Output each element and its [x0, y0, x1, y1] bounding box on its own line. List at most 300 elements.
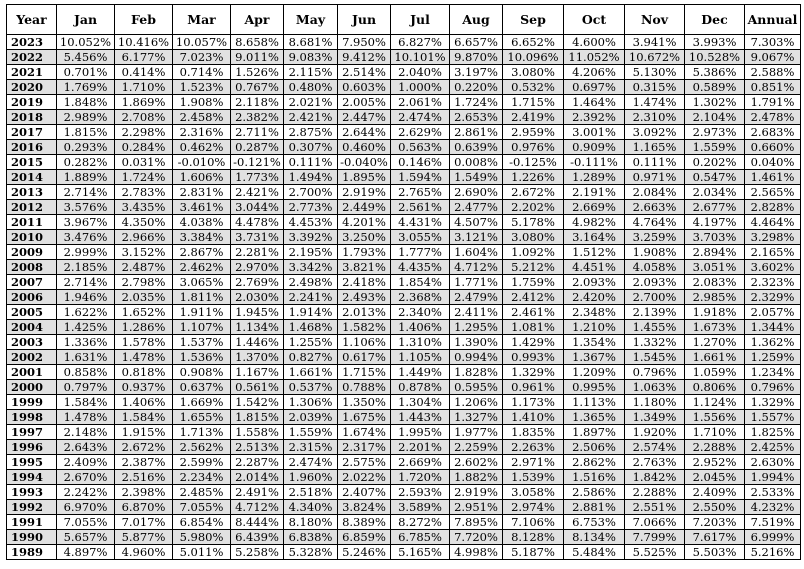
rate-cell: 0.146% — [391, 155, 450, 170]
rate-cell: 2.518% — [284, 485, 338, 500]
rate-cell: 3.589% — [391, 500, 450, 515]
rate-cell: 2.014% — [231, 470, 284, 485]
rate-cell: 2.398% — [115, 485, 173, 500]
rate-cell: 9.067% — [745, 50, 801, 65]
rate-cell: -0.010% — [173, 155, 231, 170]
rate-cell: 4.435% — [391, 260, 450, 275]
rate-cell: 1.537% — [173, 335, 231, 350]
rate-cell: 1.793% — [338, 245, 391, 260]
table-row — [7, 320, 801, 335]
rate-cell: 2.449% — [338, 200, 391, 215]
rate-cell: 2.474% — [391, 110, 450, 125]
rate-cell: 8.658% — [231, 35, 284, 50]
rate-cell: 1.791% — [745, 95, 801, 110]
rate-cell: 7.066% — [625, 515, 685, 530]
rate-cell: 2.919% — [338, 185, 391, 200]
rate-cell: 1.113% — [564, 395, 625, 410]
rate-cell: 6.838% — [284, 530, 338, 545]
rate-cell: 2.514% — [338, 65, 391, 80]
year-cell: 2003 — [7, 335, 57, 350]
rate-cell: 0.995% — [564, 380, 625, 395]
rate-cell: 0.851% — [745, 80, 801, 95]
rate-cell: 1.332% — [625, 335, 685, 350]
rate-cell: 2.021% — [284, 95, 338, 110]
rate-cell: 2.763% — [625, 455, 685, 470]
rate-cell: 0.287% — [231, 140, 284, 155]
rate-cell: 3.602% — [745, 260, 801, 275]
rate-cell: 4.453% — [284, 215, 338, 230]
rate-cell: 9.083% — [284, 50, 338, 65]
rate-cell: 3.152% — [115, 245, 173, 260]
rate-cell: 0.537% — [284, 380, 338, 395]
rate-cell: 3.065% — [173, 275, 231, 290]
rate-cell: 1.994% — [745, 470, 801, 485]
rate-cell: 1.526% — [231, 65, 284, 80]
rate-cell: 10.528% — [685, 50, 745, 65]
year-cell: 2021 — [7, 65, 57, 80]
rate-cell: 3.384% — [173, 230, 231, 245]
column-header-apr: Apr — [231, 5, 284, 35]
rate-cell: 2.201% — [391, 440, 450, 455]
rate-cell: 3.476% — [57, 230, 115, 245]
rate-cell: 2.951% — [450, 500, 503, 515]
rate-cell: 1.406% — [115, 395, 173, 410]
rate-cell: 2.118% — [231, 95, 284, 110]
rate-cell: 0.878% — [391, 380, 450, 395]
rate-cell: 2.479% — [450, 290, 503, 305]
rate-cell: 1.310% — [391, 335, 450, 350]
rate-cell: 2.281% — [231, 245, 284, 260]
column-header-jan: Jan — [57, 5, 115, 35]
rate-cell: 2.574% — [625, 440, 685, 455]
rate-cell: 0.561% — [231, 380, 284, 395]
rate-cell: 1.425% — [57, 320, 115, 335]
rate-cell: 4.764% — [625, 215, 685, 230]
table-row — [7, 545, 801, 560]
rate-cell: 2.315% — [284, 440, 338, 455]
rate-cell: 1.771% — [450, 275, 503, 290]
rate-cell: 1.180% — [625, 395, 685, 410]
rate-cell: 7.720% — [450, 530, 503, 545]
rate-cell: 6.999% — [745, 530, 801, 545]
rate-cell: 2.690% — [450, 185, 503, 200]
rate-cell: 3.993% — [685, 35, 745, 50]
rate-cell: 8.444% — [231, 515, 284, 530]
column-header-jul: Jul — [391, 5, 450, 35]
rate-cell: 2.562% — [173, 440, 231, 455]
rate-cell: 2.093% — [564, 275, 625, 290]
rate-cell: 0.660% — [745, 140, 801, 155]
rate-cell: 1.854% — [391, 275, 450, 290]
table-row — [7, 260, 801, 275]
rate-cell: 3.824% — [338, 500, 391, 515]
rate-cell: 8.128% — [503, 530, 564, 545]
rate-cell: 1.349% — [625, 410, 685, 425]
rate-cell: 0.796% — [745, 380, 801, 395]
rate-cell: 3.703% — [685, 230, 745, 245]
column-header-jun: Jun — [338, 5, 391, 35]
rate-cell: 1.226% — [503, 170, 564, 185]
rate-cell: 2.588% — [745, 65, 801, 80]
rate-cell: 3.392% — [284, 230, 338, 245]
rate-cell: 2.387% — [115, 455, 173, 470]
rate-cell: 1.446% — [231, 335, 284, 350]
table-row — [7, 335, 801, 350]
rate-cell: 1.165% — [625, 140, 685, 155]
rate-cell: 0.639% — [450, 140, 503, 155]
year-cell: 2002 — [7, 350, 57, 365]
rate-cell: 2.421% — [231, 185, 284, 200]
rate-cell: 1.908% — [173, 95, 231, 110]
rate-cell: 1.295% — [450, 320, 503, 335]
rate-cell: 2.039% — [284, 410, 338, 425]
rate-cell: 5.187% — [503, 545, 564, 560]
rate-cell: 0.617% — [338, 350, 391, 365]
rate-cell: 5.258% — [231, 545, 284, 560]
rate-cell: 0.937% — [115, 380, 173, 395]
table-row — [7, 200, 801, 215]
rate-cell: 3.197% — [450, 65, 503, 80]
year-cell: 2015 — [7, 155, 57, 170]
rate-cell: 2.677% — [685, 200, 745, 215]
rate-cell: 1.604% — [450, 245, 503, 260]
rate-cell: 10.057% — [173, 35, 231, 50]
table-row — [7, 275, 801, 290]
rate-cell: 2.478% — [745, 110, 801, 125]
rate-cell: 1.286% — [115, 320, 173, 335]
rate-cell: 2.575% — [338, 455, 391, 470]
rate-cell: 2.959% — [503, 125, 564, 140]
rate-cell: 2.672% — [115, 440, 173, 455]
rate-cell: 5.178% — [503, 215, 564, 230]
rate-cell: 1.536% — [173, 350, 231, 365]
rate-cell: 2.491% — [231, 485, 284, 500]
rate-cell: 1.915% — [115, 425, 173, 440]
rate-cell: 4.431% — [391, 215, 450, 230]
rate-cell: 1.081% — [503, 320, 564, 335]
rate-cell: 1.559% — [284, 425, 338, 440]
rate-cell: 0.971% — [625, 170, 685, 185]
rate-cell: 5.165% — [391, 545, 450, 560]
rate-cell: 1.523% — [173, 80, 231, 95]
rate-cell: 4.712% — [450, 260, 503, 275]
rate-cell: 1.558% — [231, 425, 284, 440]
rate-cell: 2.952% — [685, 455, 745, 470]
rate-cell: 2.881% — [564, 500, 625, 515]
rate-cell: 2.669% — [391, 455, 450, 470]
rate-cell: 11.052% — [564, 50, 625, 65]
table-row — [7, 65, 801, 80]
year-cell: 2007 — [7, 275, 57, 290]
rate-cell: 1.336% — [57, 335, 115, 350]
rate-cell: 1.724% — [115, 170, 173, 185]
rate-cell: 1.063% — [625, 380, 685, 395]
rate-cell: 1.675% — [338, 410, 391, 425]
rate-cell: 1.960% — [284, 470, 338, 485]
rate-cell: 1.255% — [284, 335, 338, 350]
rate-cell: 2.348% — [564, 305, 625, 320]
rate-cell: 5.877% — [115, 530, 173, 545]
rate-cell: 3.461% — [173, 200, 231, 215]
table-row — [7, 455, 801, 470]
rate-cell: -0.040% — [338, 155, 391, 170]
year-cell: 2010 — [7, 230, 57, 245]
table-row — [7, 95, 801, 110]
rate-cell: 5.503% — [685, 545, 745, 560]
inflation-table — [6, 4, 801, 560]
rate-cell: 1.631% — [57, 350, 115, 365]
rate-cell: 7.203% — [685, 515, 745, 530]
rate-cell: 2.714% — [57, 185, 115, 200]
rate-cell: 1.594% — [391, 170, 450, 185]
rate-cell: 1.464% — [564, 95, 625, 110]
rate-cell: 2.561% — [391, 200, 450, 215]
rate-cell: 1.759% — [503, 275, 564, 290]
rate-cell: 1.092% — [503, 245, 564, 260]
rate-cell: 3.821% — [338, 260, 391, 275]
rate-cell: 3.080% — [503, 230, 564, 245]
rate-cell: 1.289% — [564, 170, 625, 185]
rate-cell: 4.897% — [57, 545, 115, 560]
rate-cell: 5.011% — [173, 545, 231, 560]
rate-cell: 3.435% — [115, 200, 173, 215]
rate-cell: 1.908% — [625, 245, 685, 260]
rate-cell: 1.815% — [231, 410, 284, 425]
table-row — [7, 185, 801, 200]
rate-cell: 4.600% — [564, 35, 625, 50]
rate-cell: 2.974% — [503, 500, 564, 515]
column-header-oct: Oct — [564, 5, 625, 35]
year-cell: 2018 — [7, 110, 57, 125]
rate-cell: 0.909% — [564, 140, 625, 155]
rate-cell: 6.970% — [57, 500, 115, 515]
rate-cell: 0.202% — [685, 155, 745, 170]
rate-cell: 2.409% — [57, 455, 115, 470]
column-header-may: May — [284, 5, 338, 35]
rate-cell: 2.875% — [284, 125, 338, 140]
rate-cell: 10.096% — [503, 50, 564, 65]
table-row — [7, 380, 801, 395]
rate-cell: 2.700% — [284, 185, 338, 200]
year-cell: 2014 — [7, 170, 57, 185]
rate-cell: 4.712% — [231, 500, 284, 515]
rate-cell: 2.420% — [564, 290, 625, 305]
rate-cell: 1.306% — [284, 395, 338, 410]
rate-cell: 2.411% — [450, 305, 503, 320]
year-cell: 1990 — [7, 530, 57, 545]
rate-cell: 2.700% — [625, 290, 685, 305]
year-cell: 2020 — [7, 80, 57, 95]
table-row — [7, 395, 801, 410]
rate-cell: -0.121% — [231, 155, 284, 170]
rate-cell: 4.206% — [564, 65, 625, 80]
rate-cell: 2.989% — [57, 110, 115, 125]
rate-cell: 1.209% — [564, 365, 625, 380]
rate-cell: 1.478% — [57, 410, 115, 425]
rate-cell: 1.494% — [284, 170, 338, 185]
rate-cell: 7.617% — [685, 530, 745, 545]
year-cell: 2016 — [7, 140, 57, 155]
rate-cell: 1.542% — [231, 395, 284, 410]
rate-cell: 4.201% — [338, 215, 391, 230]
table-row — [7, 155, 801, 170]
rate-cell: 1.945% — [231, 305, 284, 320]
rate-cell: 7.950% — [338, 35, 391, 50]
rate-cell: 2.425% — [745, 440, 801, 455]
rate-cell: 1.167% — [231, 365, 284, 380]
rate-cell: 2.329% — [745, 290, 801, 305]
rate-cell: 2.340% — [391, 305, 450, 320]
year-cell: 1989 — [7, 545, 57, 560]
rate-cell: 1.124% — [685, 395, 745, 410]
rate-cell: 2.711% — [231, 125, 284, 140]
rate-cell: 6.657% — [450, 35, 503, 50]
rate-cell: 1.977% — [450, 425, 503, 440]
rate-cell: 5.130% — [625, 65, 685, 80]
year-cell: 2008 — [7, 260, 57, 275]
rate-cell: 8.389% — [338, 515, 391, 530]
rate-cell: 1.669% — [173, 395, 231, 410]
rate-cell: 2.083% — [685, 275, 745, 290]
rate-cell: 0.858% — [57, 365, 115, 380]
rate-cell: 1.410% — [503, 410, 564, 425]
rate-cell: 3.121% — [450, 230, 503, 245]
rate-cell: 1.920% — [625, 425, 685, 440]
rate-cell: 1.449% — [391, 365, 450, 380]
rate-cell: 10.416% — [115, 35, 173, 50]
rate-cell: 4.197% — [685, 215, 745, 230]
rate-cell: 0.993% — [503, 350, 564, 365]
year-cell: 2005 — [7, 305, 57, 320]
rate-cell: 2.242% — [57, 485, 115, 500]
rate-cell: 2.392% — [564, 110, 625, 125]
rate-cell: 2.013% — [338, 305, 391, 320]
rate-cell: 2.461% — [503, 305, 564, 320]
rate-cell: 0.462% — [173, 140, 231, 155]
rate-cell: 0.532% — [503, 80, 564, 95]
rate-cell: 1.350% — [338, 395, 391, 410]
rate-cell: 0.806% — [685, 380, 745, 395]
column-header-feb: Feb — [115, 5, 173, 35]
rate-cell: 2.421% — [284, 110, 338, 125]
rate-cell: 1.206% — [450, 395, 503, 410]
table-row — [7, 170, 801, 185]
rate-cell: 2.409% — [685, 485, 745, 500]
rate-cell: 2.287% — [231, 455, 284, 470]
rate-cell: 0.796% — [625, 365, 685, 380]
rate-cell: 1.715% — [503, 95, 564, 110]
rate-cell: 6.827% — [391, 35, 450, 50]
rate-cell: 3.250% — [338, 230, 391, 245]
rate-cell: 2.418% — [338, 275, 391, 290]
rate-cell: 1.370% — [231, 350, 284, 365]
rate-cell: 10.052% — [57, 35, 115, 50]
rate-cell: 1.777% — [391, 245, 450, 260]
rate-cell: 2.765% — [391, 185, 450, 200]
year-cell: 2023 — [7, 35, 57, 50]
rate-cell: 1.545% — [625, 350, 685, 365]
table-row — [7, 35, 801, 50]
rate-cell: 2.669% — [564, 200, 625, 215]
rate-cell: 1.911% — [173, 305, 231, 320]
column-header-year: Year — [7, 5, 57, 35]
rate-cell: 7.303% — [745, 35, 801, 50]
rate-cell: 2.139% — [625, 305, 685, 320]
rate-cell: 1.329% — [745, 395, 801, 410]
rate-cell: 2.586% — [564, 485, 625, 500]
column-header-nov: Nov — [625, 5, 685, 35]
rate-cell: 8.180% — [284, 515, 338, 530]
rate-cell: 1.304% — [391, 395, 450, 410]
rate-cell: 1.539% — [503, 470, 564, 485]
rate-cell: 1.674% — [338, 425, 391, 440]
table-row — [7, 80, 801, 95]
rate-cell: 2.513% — [231, 440, 284, 455]
year-cell: 2001 — [7, 365, 57, 380]
inflation-table-container — [6, 4, 800, 560]
rate-cell: 2.714% — [57, 275, 115, 290]
rate-cell: 1.652% — [115, 305, 173, 320]
rate-cell: 1.578% — [115, 335, 173, 350]
rate-cell: 2.382% — [231, 110, 284, 125]
column-header-mar: Mar — [173, 5, 231, 35]
rate-cell: 2.798% — [115, 275, 173, 290]
rate-cell: 3.941% — [625, 35, 685, 50]
rate-cell: 0.994% — [450, 350, 503, 365]
table-row — [7, 110, 801, 125]
rate-cell: 2.368% — [391, 290, 450, 305]
rate-cell: 1.889% — [57, 170, 115, 185]
rate-cell: 2.971% — [503, 455, 564, 470]
rate-cell: 4.478% — [231, 215, 284, 230]
rate-cell: 2.191% — [564, 185, 625, 200]
rate-cell: 4.058% — [625, 260, 685, 275]
rate-cell: 2.317% — [338, 440, 391, 455]
year-cell: 1999 — [7, 395, 57, 410]
table-row — [7, 530, 801, 545]
rate-cell: 0.414% — [115, 65, 173, 80]
table-row — [7, 215, 801, 230]
rate-cell: 2.498% — [284, 275, 338, 290]
rate-cell: 2.040% — [391, 65, 450, 80]
rate-cell: 3.731% — [231, 230, 284, 245]
table-row — [7, 485, 801, 500]
rate-cell: 2.034% — [685, 185, 745, 200]
table-row — [7, 470, 801, 485]
rate-cell: 0.767% — [231, 80, 284, 95]
rate-cell: 2.653% — [450, 110, 503, 125]
table-row — [7, 350, 801, 365]
rate-cell: 2.894% — [685, 245, 745, 260]
rate-cell: 1.354% — [564, 335, 625, 350]
rate-cell: 1.474% — [625, 95, 685, 110]
rate-cell: 5.657% — [57, 530, 115, 545]
rate-cell: 9.870% — [450, 50, 503, 65]
rate-cell: 8.272% — [391, 515, 450, 530]
rate-cell: 7.519% — [745, 515, 801, 530]
rate-cell: 1.946% — [57, 290, 115, 305]
rate-cell: 1.584% — [115, 410, 173, 425]
rate-cell: 0.460% — [338, 140, 391, 155]
year-cell: 2017 — [7, 125, 57, 140]
rate-cell: 3.092% — [625, 125, 685, 140]
rate-cell: 1.773% — [231, 170, 284, 185]
year-cell: 1996 — [7, 440, 57, 455]
rate-cell: 1.661% — [685, 350, 745, 365]
table-row — [7, 515, 801, 530]
rate-cell: 1.443% — [391, 410, 450, 425]
rate-cell: 2.022% — [338, 470, 391, 485]
